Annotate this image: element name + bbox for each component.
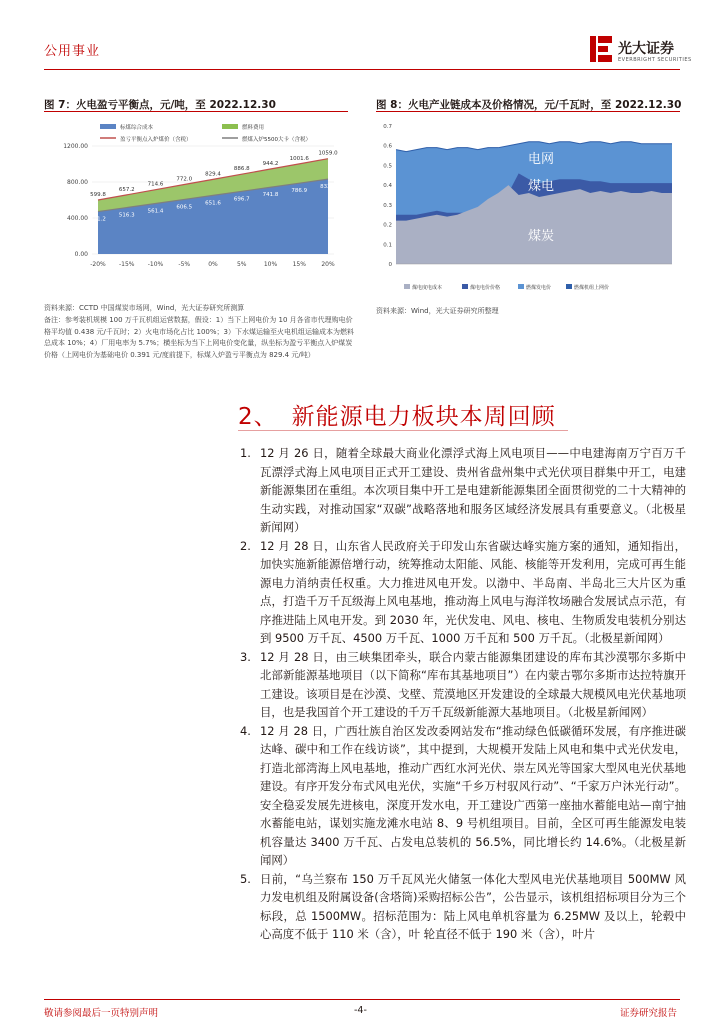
figure7-chart xyxy=(44,118,348,298)
list-item-number: 5. xyxy=(240,871,251,886)
y-tick-label: 0.2 xyxy=(383,222,392,229)
list-item-text: 日前，“乌兰察布 150 万千瓦风光火储氢一体化大型风电光伏基地项目 500MW 风力发电机组及附属设备(含塔筒)采购招标公告”，公告显示，该机组招标项目分为三个标段，总 1500MW。招标范围为：陆上风电单机容量为 6.25MW 及以上，轮毂中心高度不低于 110 米（含），叶 轮直径不低于 190 米（含），叶片 xyxy=(260,871,686,941)
y-tick-label: 400.00 xyxy=(67,215,88,222)
legend-label: 标煤综合成本 xyxy=(120,125,154,131)
legend-swatch xyxy=(462,284,468,289)
data-label: 599.8 xyxy=(90,192,106,199)
list-item xyxy=(238,537,686,648)
legend-label: 煤电电价价格 xyxy=(470,285,501,291)
list-item-text: 12 月 28 日，广西壮族自治区发改委网站发布“推动绿色低碳循环发展，有序推进碳达峰、碳中和工作在线访谈”，其中提到，大规模开发陆上风电和集中式光伏发电，打造北部湾海上风电基地，推动广西红水河光伏、崇左风光等国家大型风电光伏基地建设。有序开发分布式风电光伏，实施“千乡万村驭风行动”、“千家万户沐光行动”。安全稳妥发展先进核电，深度开发水电，开工建设广西第一座抽水蓄能电站—南宁抽水蓄能电站，谋划实施龙滩水电站 8、9 号机组项目。目前，全区可再生能源发电装机容量达 3400 万千瓦、占发电总装机的 56.5%，同比增长约 14.6%。（北极星新闻网） xyxy=(260,723,686,867)
figure8-title: 图 8：火电产业链成本及价格情况，元/千瓦时，至 2022.12.30 xyxy=(376,99,682,111)
figure7-svg xyxy=(44,118,348,298)
data-label: 1059.0 xyxy=(318,150,338,157)
news-list xyxy=(238,444,686,944)
legend-label: 燃煤机组上网价 xyxy=(574,285,610,291)
list-item-text: 12 月 26 日，随着全球最大商业化漂浮式海上风电项目——中电建海南万宁百万千瓦漂浮式海上风电项目正式开工建设、贵州省盘州集中式光伏项目群集中开工，电建新能源集团在重组。本次项目集中开工是电建新能源集团全面贯彻党的二十大精神的生动实践，对推动国家“双碳”战略落地和服务区域经济发展具有重要意义。（北极星新闻网） xyxy=(260,446,686,534)
y-tick-label: 0.4 xyxy=(383,183,392,190)
data-label: 1001.6 xyxy=(289,155,309,162)
area-label: 电网 xyxy=(528,152,555,167)
page-number: -4- xyxy=(354,1005,367,1016)
data-label: 772.0 xyxy=(176,176,193,183)
data-label: 471.2 xyxy=(90,216,106,223)
data-label: 516.3 xyxy=(118,212,135,219)
y-tick-label: 1200.00 xyxy=(63,143,88,150)
x-tick-label: 15% xyxy=(292,261,306,268)
list-item xyxy=(238,870,686,944)
data-label: 714.6 xyxy=(147,181,164,188)
logo-mark-icon xyxy=(590,36,612,62)
section-divider xyxy=(238,430,568,431)
y-tick-label: 800.00 xyxy=(67,179,88,186)
list-item-number: 1. xyxy=(240,446,251,460)
data-label: 829.4 xyxy=(205,171,221,178)
y-tick-label: 0.00 xyxy=(74,251,88,258)
data-label: 657.2 xyxy=(118,186,135,193)
data-label: 886.8 xyxy=(233,166,250,173)
y-tick-label: 0.1 xyxy=(383,242,392,249)
x-tick-label: -10% xyxy=(147,261,164,268)
area-label: 煤电 xyxy=(528,179,555,194)
figure7-source: 资料来源：CCTD 中国煤炭市场网，Wind，光大证券研究所测算 xyxy=(44,304,245,312)
data-label: 786.9 xyxy=(291,188,308,195)
header-divider xyxy=(44,69,680,70)
footer-disclaimer: 敬请参阅最后一页特别声明 xyxy=(44,1008,159,1019)
legend-label: 燃煤入炉5500大卡（含税） xyxy=(242,137,311,143)
logo-en: EVERBRIGHT SECURITIES xyxy=(618,57,692,63)
company-logo xyxy=(590,36,690,68)
figure8-chart xyxy=(376,118,680,298)
x-tick-label: 5% xyxy=(236,261,247,268)
data-label: 651.6 xyxy=(205,200,221,207)
figure7-notes: 备注：参考装机规模 100 万千瓦机组运营数据，假设：1）当下上网电价为 10 月各省市代理购电价格平均值 0.438 元/千瓦时；2）火电市场化占比 100%；3）下水煤运输至火电机组运输成本为燃料总成本 10%；4）厂用电率为 5.7%；横坐标为当下上网电价变化量，纵坐标为盈亏平衡点入炉煤炭价格（上网电价为基础电价 0.391 元/度前提下，标煤入炉盈亏平衡点为 829.4 元/吨） xyxy=(44,316,354,359)
data-label: 832.0 xyxy=(320,184,336,191)
legend-label: 燃煤发电价 xyxy=(526,285,552,291)
y-tick-label: 0.3 xyxy=(383,202,392,209)
x-tick-label: 20% xyxy=(321,261,335,268)
list-item-text: 12 月 28 日，山东省人民政府关于印发山东省碳达峰实施方案的通知，通知指出，加快实施新能源倍增行动，统筹推动太阳能、风能、核能等开发利用，完成可再生能源电力消纳责任权重。大力推进风电开发。以渤中、半岛南、半岛北三大片区为重点，打造千万千瓦级海上风电基地，推动海上风电与海洋牧场融合发展试点示范，有序推进陆上风电开发。到 2030 年，光伏发电、风电、核电、生物质发电装机分别达到 9500 万千瓦、4500 万千瓦、1000 万千瓦和 500 万千瓦。（北极星新闻网） xyxy=(260,538,686,645)
list-item-number: 3. xyxy=(240,649,251,664)
figure8-source: 资料来源：Wind，光大证券研究所整理 xyxy=(376,307,499,315)
section-title: 新能源电力板块本周回顾 xyxy=(291,404,556,430)
data-label: 606.5 xyxy=(176,204,193,211)
y-tick-label: 0.5 xyxy=(383,163,392,170)
list-item-number: 2. xyxy=(240,538,251,553)
y-tick-label: 0.7 xyxy=(383,124,392,130)
area-label: 煤炭 xyxy=(528,229,555,244)
footer-divider xyxy=(44,999,680,1000)
figure8-svg xyxy=(376,118,680,298)
legend-swatch xyxy=(222,124,238,129)
section-heading xyxy=(238,398,570,431)
data-label: 696.7 xyxy=(233,196,250,203)
x-tick-label: 10% xyxy=(263,261,278,268)
figure7-title: 图 7：火电盈亏平衡点，元/吨，至 2022.12.30 xyxy=(44,99,276,111)
figure8-title-divider xyxy=(376,111,680,112)
list-item xyxy=(238,722,686,870)
legend-label: 燃料费用 xyxy=(242,125,265,131)
x-tick-label: -5% xyxy=(178,261,191,268)
footer-report-type: 证券研究报告 xyxy=(620,1008,678,1019)
y-tick-label: 0 xyxy=(388,262,392,268)
legend-swatch xyxy=(404,284,410,289)
list-item-text: 12 月 28 日，由三峡集团牵头，联合内蒙古能源集团建设的库布其沙漠鄂尔多斯中北部新能源基地项目（以下简称“库布其基地项目”）在内蒙古鄂尔多斯市达拉特旗开工建设。该项目是在沙漠、戈壁、荒漠地区开发建设的全球最大规模风电光伏基地项目，也是我国首个开工建设的千万千瓦级新能源大基地项目。（北极星新闻网） xyxy=(260,649,686,719)
data-label: 944.2 xyxy=(262,161,279,168)
data-label: 561.4 xyxy=(147,208,164,215)
y-tick-label: 0.6 xyxy=(383,143,392,150)
legend-swatch xyxy=(566,284,572,289)
legend-label: 煤电度电成本 xyxy=(412,285,443,291)
list-item xyxy=(238,444,686,537)
legend-label: 盈亏平衡点入炉煤价（含税） xyxy=(120,137,192,143)
section-tag: 公用事业 xyxy=(44,44,101,59)
x-tick-label: 0% xyxy=(208,261,218,268)
list-item-number: 4. xyxy=(240,723,251,738)
list-item xyxy=(238,648,686,722)
legend-swatch xyxy=(518,284,524,289)
section-number: 2、 xyxy=(238,404,278,430)
data-label: 741.8 xyxy=(262,192,279,199)
x-tick-label: -20% xyxy=(90,261,106,268)
figure7-title-divider xyxy=(44,111,348,112)
logo-name: 光大证券 xyxy=(618,41,674,57)
legend-swatch xyxy=(100,124,116,129)
x-tick-label: -15% xyxy=(118,261,135,268)
